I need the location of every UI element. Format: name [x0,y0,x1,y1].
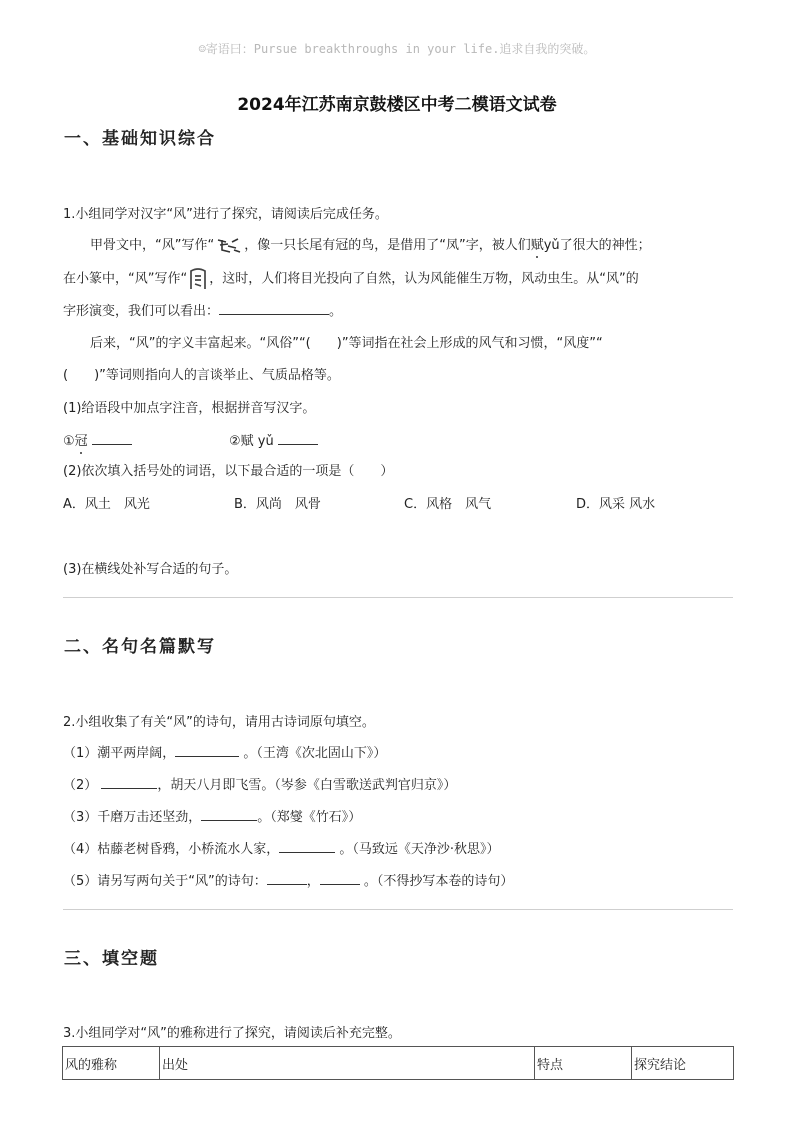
q2-item-5 [63,870,513,889]
q2-item-2-post: ，胡天八月即飞雪。（岑参《白雪歌送武判官归京》） [157,778,457,793]
q2-item-1-blank[interactable] [175,744,239,757]
q1-answer-blank[interactable] [219,302,329,315]
q2-item-1-pre: （1）潮平两岸阔， [63,746,176,761]
q2-item-5-blank-2[interactable] [320,872,360,885]
q1-paragraph-2 [63,267,639,291]
q2-item-3-post: 。（郑燮《竹石》） [257,810,362,825]
q1-sub1-b [229,430,318,449]
q1-p1-text-a: 甲骨文中，“风”写作“ [90,238,215,253]
q1-p3-text: 字形演变，我们可以看出： [63,304,220,319]
table-header-cell: 探究结论 [632,1047,734,1080]
dotted-char-guan: 冠 [74,434,88,449]
section-divider-1 [63,597,733,598]
q2-intro: 2.小组收集了有关“风”的诗句，请用古诗词原句填空。 [63,715,375,730]
q1-sub1: (1)给语段中加点字注音，根据拼音写汉字。 [63,401,316,416]
q1-sub1-a-blank[interactable] [92,432,132,445]
section-heading-3: 三、填空题 [64,949,159,969]
table-header-cell: 特点 [535,1047,632,1080]
q3-table [62,1046,734,1080]
q1-p1-text-b-rest: yǔ了很大的神性； [543,238,651,253]
q1-p2-text-b: ，这时，人们将目光投向了自然，认为风能催生万物，风动虫生。从“风”的 [209,271,639,287]
q2-item-2-pre: （2） [63,778,98,793]
q2-item-4-blank[interactable] [279,840,335,853]
q1-paragraph-3 [63,300,342,319]
q2-item-1 [63,742,386,761]
table-header-row [63,1047,734,1080]
q2-item-5-pre: （5）请另写两句关于“风”的诗句： [63,874,267,889]
q2-item-3-pre: （3）千磨万击还坚劲， [63,810,202,825]
q1-p3-end: 。 [329,304,343,319]
q2-item-5-post: 。（不得抄写本卷的诗句） [363,874,514,889]
q1-option-d[interactable]: D．风采 风水 [576,497,656,512]
q1-paragraph-5: ( )”等词则指向人的言谈举止、气质品格等。 [63,368,340,383]
q1-intro: 1.小组同学对汉字“风”进行了探究，请阅读后完成任务。 [63,207,388,222]
table-header-cell: 风的雅称 [63,1047,160,1080]
q1-option-b[interactable]: B．风尚 风骨 [234,497,321,512]
q1-option-c[interactable]: C．风格 风气 [404,497,492,512]
q2-item-3-blank[interactable] [201,808,257,821]
q2-item-5-mid: ， [306,874,320,889]
q1-paragraph-1 [90,234,651,256]
q1-p1-text-b-pre: ，像一只长尾有冠的鸟，是借用了“凤”字，被人们 [244,238,531,253]
q2-item-4-pre: （4）枯藤老树昏鸦，小桥流水人家， [63,842,280,857]
q1-paragraph-4: 后来，“风”的字义丰富起来。“风俗”“( )”等词指在社会上形成的风气和习惯，“风度”“ [90,336,603,351]
q2-item-4-post: 。（马致远《天净沙·秋思》） [339,842,500,857]
seal-script-wind-glyph [187,267,209,291]
dotted-char-fu: 赋 [530,238,544,253]
section-heading-1: 一、基础知识综合 [64,129,216,149]
q2-item-5-blank-1[interactable] [267,872,307,885]
q3-intro: 3.小组同学对“风”的雅称进行了探究，请阅读后补充完整。 [63,1026,401,1041]
q2-item-2-blank[interactable] [101,776,157,789]
q1-sub1-a-num: ① [63,434,75,449]
oracle-bone-wind-glyph [214,236,244,256]
q1-sub3: (3)在横线处补写合适的句子。 [63,562,238,577]
q1-sub1-a [63,430,132,449]
q1-p2-text-a: 在小篆中，“风”写作“ [63,271,188,287]
q1-sub1-b-blank[interactable] [278,432,318,445]
q2-item-1-post: 。（王湾《次北固山下》） [243,746,387,761]
q2-item-4 [63,838,500,857]
q1-sub2: (2)依次填入括号处的词语，以下最合适的一项是（ ） [63,464,394,479]
table-header-cell: 出处 [160,1047,535,1080]
header-motto: ☺寄语曰：Pursue breakthroughs in your life.追求自我的突破。 [198,42,596,56]
section-divider-2 [63,909,733,910]
q2-item-2 [63,774,456,793]
q1-sub1-b-label: ②赋 yǔ [229,434,274,449]
q2-item-3 [63,806,361,825]
section-heading-2: 二、名句名篇默写 [64,637,216,657]
exam-title: 2024年江苏南京鼓楼区中考二模语文试卷 [237,95,557,115]
q1-option-a[interactable]: A．风土 风光 [63,497,150,512]
